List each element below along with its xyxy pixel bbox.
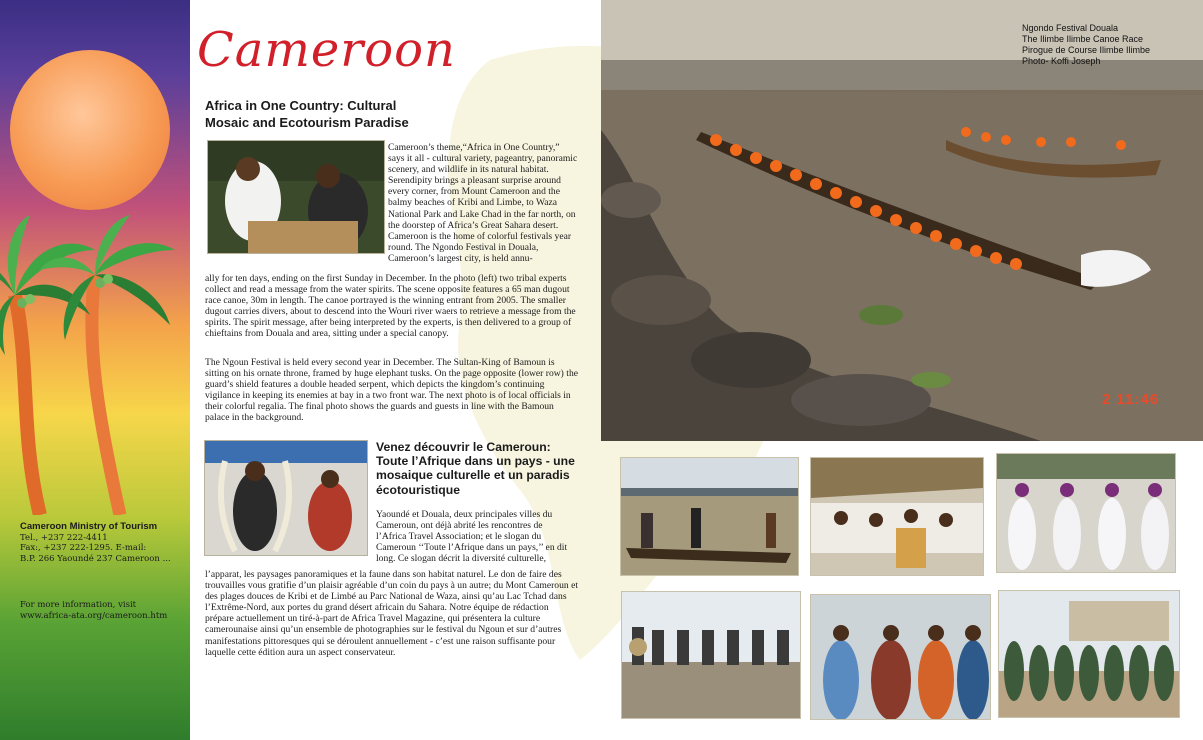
photo-officials-regalia (810, 594, 991, 720)
photo-sultan-king (204, 440, 368, 556)
caption-line1: Ngondo Festival Douala (1022, 23, 1119, 33)
photo-women-white-dresses (996, 453, 1176, 573)
side-banner (0, 0, 190, 740)
photo-tribal-experts (207, 140, 385, 254)
article-en-paragraph1-top: Cameroon’s theme,“Africa in One Country,” says it all - cultural variety, pageantry, panoramic scenery, and wildlife in its natural habitat. Serendipity brings a pleasant surprise around every corner, from Mount Cameroon and the balmy beaches of Kribi and Limbe, to Waza National Park and Lake Chad in the far north, on the doorstep of Africa’s Great Sahara desert. Cameroon is the home of colorful festivals year round. The Ngondo Festival in Douala, Cameroon’s largest city, is held annu- (388, 142, 578, 264)
headline-fr: Venez découvrir le Cameroun: Toute l’Afrique dans un pays - une mosaique culturelle et un paradis écotouristique (376, 440, 575, 497)
ministry-address: B.P. 266 Yaoundé 237 Cameroon ... (20, 553, 171, 564)
article-fr-paragraph-top: Yaoundé et Douala, deux principales villes du Cameroun, ont déjà abrité les rencontres de l’Africa Travel Association; et le slogan du Cameroun ‘‘Toute l’Afrique dans un pays,’’ en dit long. Ce slogan décrit la diversité culturelle, (376, 509, 568, 565)
ministry-name: Cameroon Ministry of Tourism (20, 521, 158, 532)
article-en-paragraph1-bottom: ally for ten days, ending on the first Sunday in December. In the photo (left) two tribal experts collect and read a message from the water spirits. The scene opposite features a 65 man dugout race canoe, 30m in length. The canoe portrayed is the winning entrant from 2005. The smaller dugout carries divers, about to descend into the Wouri river waers to retrieve a message from the spirits. The spirit message, after being interpreted by the experts, is then delivered to a group of chieftains from Douala and area, sitting under a special canopy. (205, 273, 576, 340)
caption-line2: The Ilimbe Ilimbe Canoe Race (1022, 34, 1144, 44)
brand-title: Cameroon (197, 22, 456, 78)
photo-palace-guests (998, 590, 1180, 718)
ministry-tel: Tel., +237 222-4411 (20, 532, 108, 543)
photo-guards-shields (621, 591, 801, 719)
more-info-link[interactable]: For more information, visit www.africa-ata.org/cameroon.htm (20, 600, 168, 621)
palm-tree-illustration (0, 215, 190, 515)
photo-chieftains-canopy (810, 457, 984, 576)
article-fr-paragraph-bottom: l’apparat, les paysages panoramiques et la faune dans son habitat naturel. Le don de faire des trouvailles vous gratifie d’un plaisir agréable d’un coin du pays à un autre; du Mont Cameroun et des plages douces de Kribi et de Limbé au Parc National de Waza, ainsi qu’au Lac Tchad dans l’Extrême-Nord, aux portes du grand désert africain du Sahara. Notre équipe de rédaction prépare actuellement un tiré-à-part de Africa Travel Magazine, qui présentera la culture camerounaise ainsi qu’un ensemble de photographies sur le festival du Ngoun et sur d’autres manifestations pittoresques qui se déroulent annuellement - c’est une raison suffisante pour laquelle cette édition aura un aspect conservateur. (205, 569, 578, 658)
ministry-contact (20, 522, 188, 564)
sun-illustration (10, 50, 170, 210)
photo-timestamp: 2 11:46 (1102, 391, 1160, 408)
article-en-paragraph2: The Ngoun Festival is held every second year in December. The Sultan-King of Bamoun is sitting on his ornate throne, framed by huge elephant tusks. On the page opposite (lower row) the guard’s shield features a double headed serpent, which depicts the kingdom’s continuing vigilance in keeping its enemies at bay in a two front war. The next photo is of local officials in their colorful regalia. The final photo shows the guards and guests in line with the Bamoun palace in the background. (205, 357, 578, 424)
caption-line3: Pirogue de Course Ilimbe Ilimbe (1022, 45, 1151, 55)
photo-divers-dugout (620, 457, 799, 576)
ministry-fax: Fax:, +237 222-1295. E-mail: (20, 543, 147, 553)
caption-line4: Photo- Koffi Joseph (1022, 56, 1101, 66)
photo-caption (1022, 23, 1202, 67)
headline-en: Africa in One Country: Cultural Mosaic and Ecotourism Paradise (205, 98, 409, 130)
